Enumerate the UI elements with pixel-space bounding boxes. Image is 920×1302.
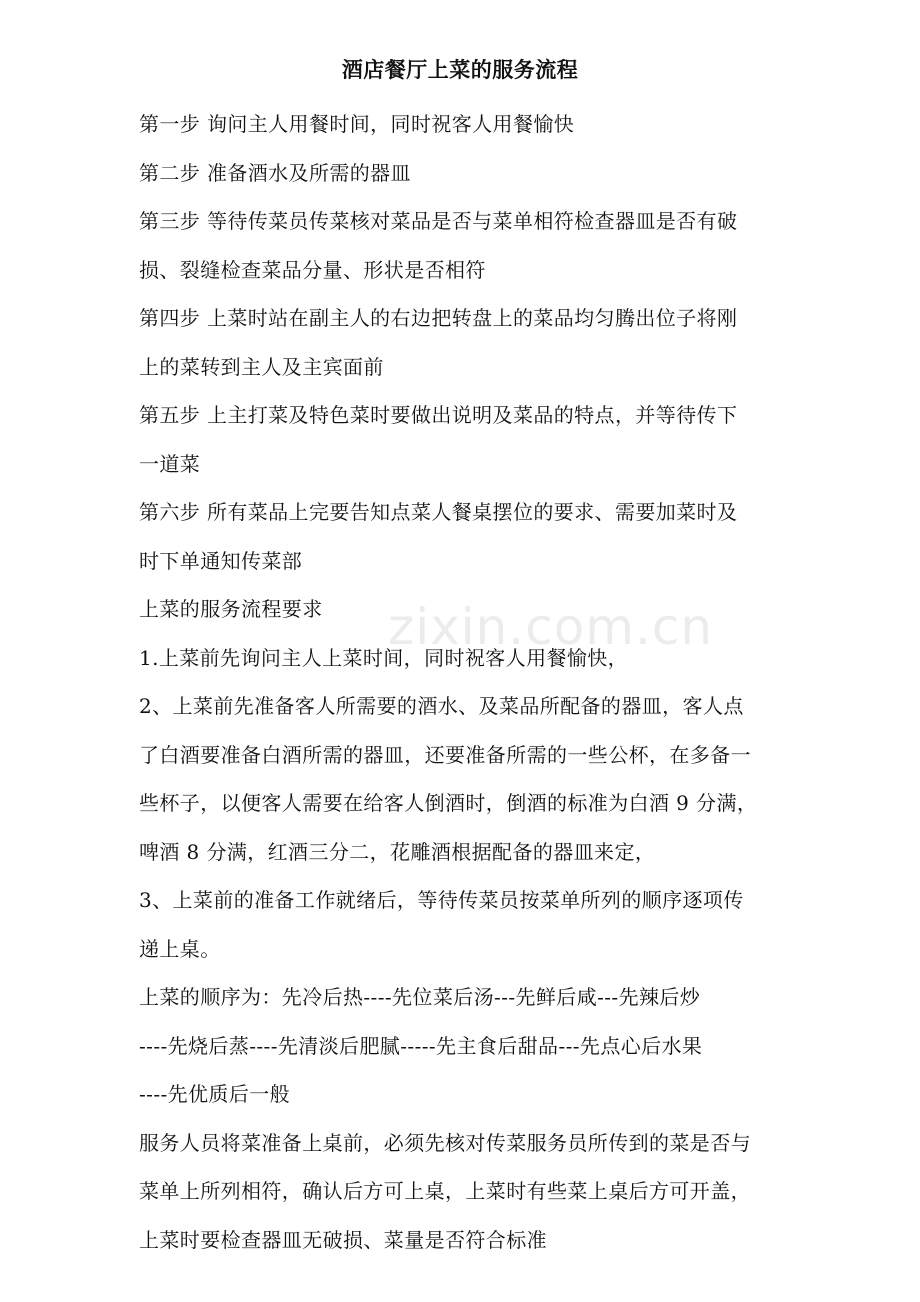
paragraph-line: 服务人员将菜准备上桌前，必须先核对传菜服务员所传到的菜是否与 xyxy=(139,1130,751,1155)
paragraph-line: 些杯子，以便客人需要在给客人倒酒时，倒酒的标准为白酒 9 分满， xyxy=(139,791,758,815)
paragraph-line: 第五步 上主打菜及特色菜时要做出说明及菜品的特点，并等待传下 xyxy=(139,403,738,427)
paragraph-line: 上的菜转到主人及主宾面前 xyxy=(139,354,384,379)
paragraph-line: 3、上菜前的准备工作就绪后，等待传菜员按菜单所列的顺序逐项传 xyxy=(139,888,744,912)
watermark: zixin.com.cn xyxy=(388,598,714,656)
paragraph-line: 上菜的顺序为：先冷后热----先位菜后汤---先鲜后咸---先辣后炒 xyxy=(139,985,701,1009)
paragraph-line: 时下单通知传菜部 xyxy=(139,548,303,573)
paragraph-line: 第二步 准备酒水及所需的器皿 xyxy=(139,160,411,185)
paragraph-line: 递上桌。 xyxy=(139,936,221,961)
paragraph-line: 损、裂缝检查菜品分量、形状是否相符 xyxy=(139,257,486,282)
paragraph-line: 第一步 询问主人用餐时间，同时祝客人用餐愉快 xyxy=(139,112,575,136)
paragraph-line: 啤酒 8 分满，红酒三分二，花雕酒根据配备的器皿来定， xyxy=(139,839,656,864)
paragraph-line: ----先烧后蒸----先清淡后肥腻-----先主食后甜品---先点心后水果 xyxy=(139,1033,703,1058)
paragraph-line: 第四步 上菜时站在副主人的右边把转盘上的菜品均匀腾出位子将刚 xyxy=(139,306,738,330)
paragraph-line: ----先优质后一般 xyxy=(139,1082,291,1106)
paragraph-line: 一道菜 xyxy=(139,451,201,476)
paragraph-line: 第六步 所有菜品上完要告知点菜人餐桌摆位的要求、需要加菜时及 xyxy=(139,500,738,524)
document-title: 酒店餐厅上菜的服务流程 xyxy=(341,57,579,82)
paragraph-line: 2、上菜前先准备客人所需要的酒水、及菜品所配备的器皿，客人点 xyxy=(139,694,744,718)
paragraph-line: 了白酒要准备白酒所需的器皿，还要准备所需的一些公杯，在多备一 xyxy=(139,742,751,767)
paragraph-line: 第三步 等待传菜员传菜核对菜品是否与菜单相符检查器皿是否有破 xyxy=(139,209,738,233)
paragraph-line: 上菜时要检查器皿无破损、菜量是否符合标准 xyxy=(139,1227,547,1252)
section-heading: 上菜的服务流程要求 xyxy=(139,597,323,621)
paragraph-line: 1.上菜前先询问主人上菜时间，同时祝客人用餐愉快， xyxy=(139,645,629,670)
document-body xyxy=(139,100,789,1264)
paragraph-line: 菜单上所列相符，确认后方可上桌，上菜时有些菜上桌后方可开盖， xyxy=(139,1179,751,1203)
